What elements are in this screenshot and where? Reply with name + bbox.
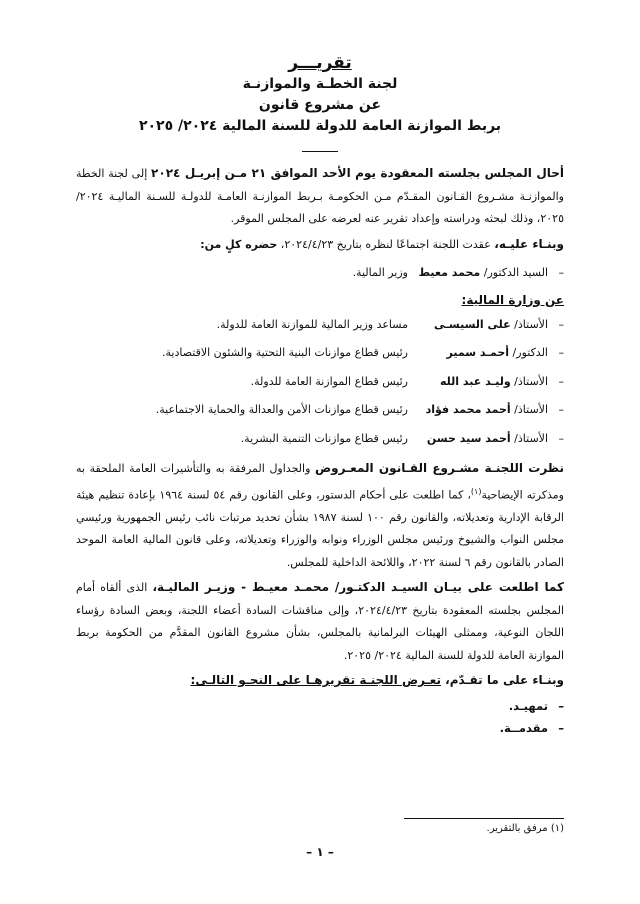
- meeting-attendees-label: حضره كلٍ من:: [200, 237, 278, 251]
- conclusion-paragraph: [76, 669, 564, 693]
- meeting-lead: وبنـاء عليـه،: [494, 236, 564, 251]
- list-item: [76, 695, 564, 717]
- attendee-row: [76, 339, 564, 368]
- list-dash: –: [558, 698, 564, 713]
- list-dash: –: [558, 403, 564, 416]
- list-dash: –: [558, 266, 564, 279]
- list-item-label: تمهيـد.: [508, 698, 548, 713]
- committee-name: لجنة الخطـة والموازنـة: [242, 76, 398, 92]
- attendee-name: الأستاذ/ أحمد محمد فؤاد: [425, 403, 548, 416]
- review-paragraph: [76, 457, 564, 574]
- attendee-role: رئيس قطاع موازنات البنية التحتية والشئون الاقتصادية.: [162, 346, 408, 359]
- attendee-name: الأستاذ/ على السيسـى: [434, 317, 548, 331]
- page-number: – ١ –: [306, 845, 334, 859]
- footnote-ref[interactable]: (١): [470, 486, 482, 496]
- statement-paragraph: [76, 576, 564, 667]
- footnote-separator: [404, 818, 564, 819]
- attendee-role: وزير المالية.: [352, 266, 408, 279]
- list-dash: –: [558, 317, 564, 331]
- list-dash: –: [558, 346, 564, 359]
- attendee-role: رئيس قطاع موازنات التنمية البشرية.: [240, 431, 408, 445]
- attendee-list: [76, 311, 564, 454]
- list-dash: –: [558, 720, 564, 735]
- attendee-name: الأستاذ/ أحمد سيد حسن: [426, 431, 548, 445]
- list-item-label: مقدمــة.: [499, 720, 548, 735]
- conclusion-lead: وبنـاء على ما تقـدّم،: [440, 673, 564, 688]
- conclusion-body: تعـرض اللجنـة تقريرهـا على النحـو التالـى:: [190, 673, 441, 688]
- section-list: [76, 695, 564, 739]
- attendee-row: [76, 425, 564, 454]
- intro-paragraph: [76, 162, 564, 231]
- report-title-block: [76, 52, 564, 137]
- title-separator: [302, 151, 338, 152]
- attendee-row: [76, 311, 564, 340]
- review-body-2: ، كما اطلعت على أحكام الدستور، وعلى القانون رقم ٥٤ لسنة ١٩٦٤ بإعادة تنظيم هيئة الرقابة الإدارية وتعديلاته، والقانون رقم ١٠٠ لسنة ١٩٨٧ بشأن تحديد مرتبات نائب رئيس الجمهورية ورئيسي مجلس النواب والشيوخ ورئيس مجلس الوزراء ونوابه والوزراء وتعديلاته، وعلى قانون المالية العامة الموحد الصادر بالقانون رقم ٦ لسنة ٢٠٢٢، واللائحة الداخلية للمجلس.: [76, 488, 564, 569]
- attendee-row: [76, 368, 564, 397]
- statement-lead: كما اطلعت على بيـان السيـد الدكتـور/ محمـد معيـط - وزيـر الماليـة،: [152, 580, 564, 595]
- bill-title: بربط الموازنة العامة للدولة للسنة المالية ٢٠٢٤/ ٢٠٢٥: [138, 118, 502, 134]
- attendee-role: مساعد وزير المالية للموازنة العامة للدولة.: [216, 317, 408, 331]
- list-dash: –: [558, 431, 564, 445]
- document-page: [76, 52, 564, 904]
- review-lead: نظرت اللجنـة مشـروع القـانون المعـروض: [315, 461, 564, 475]
- attendee-name: الأستاذ/ وليـد عبد الله: [440, 374, 548, 388]
- attendee-role: رئيس قطاع الموازنة العامة للدولة.: [250, 374, 408, 388]
- review-body-1: والجداول المرفقة به والتأشيرات العامة الملحقة به ومذكرته الإيضاحية: [76, 462, 564, 502]
- attendee-name: الدكتور/ أحمـد سمير: [446, 346, 548, 359]
- intro-lead: أحال المجلس بجلسته المعقودة يوم الأحد الموافق ٢١ مـن إبريـل ٢٠٢٤: [151, 166, 565, 180]
- attendee-minister: [76, 259, 564, 288]
- list-item: [76, 717, 564, 739]
- attendee-row: [76, 396, 564, 425]
- statement-body: الذى ألقاه أمام المجلس بجلسته المعقودة بتاريخ ٢٠٢٤/٤/٢٣، وإلى مناقشات السادة أعضاء اللجنة، وبعض السادة رؤساء اللجان النوعية، وممثلى الهيئات البرلمانية بالمجلس، بشأن مشروع القانون المقدَّم من الحكومة بربط الموازنة العامة للدولة للسنة المالية ٢٠٢٤/ ٢٠٢٥.: [76, 581, 565, 662]
- footnote: (١) مرفق بالتقرير.: [486, 823, 564, 834]
- meeting-body: عقدت اللجنة اجتماعًا لنظره بتاريخ ٢٠٢٤/٤/٢٣،: [277, 237, 495, 251]
- meeting-paragraph: [76, 233, 564, 257]
- intro-body: إلى لجنة الخطة والموازنـة مشـروع القـانون المقـدّم مـن الحكومـة بـربط الموازنـة العامـة للدولـة للسـنة الماليـة ٢٠٢٤/ ٢٠٢٥، وذلك لبحثه ودراسته وإعداد تقرير عنه لعرضه على المجلس الموقر.: [76, 167, 564, 225]
- ministry-heading: عن وزارة المالية:: [461, 292, 564, 307]
- attendee-name: السيد الدكتور/ محمد معيط: [418, 266, 548, 279]
- list-dash: –: [558, 374, 564, 388]
- subject-line: عن مشروع قانون: [258, 97, 382, 113]
- attendee-role: رئيس قطاع موازنات الأمن والعدالة والحماية الاجتماعية.: [155, 403, 408, 416]
- report-title: تقريـــر: [288, 53, 352, 73]
